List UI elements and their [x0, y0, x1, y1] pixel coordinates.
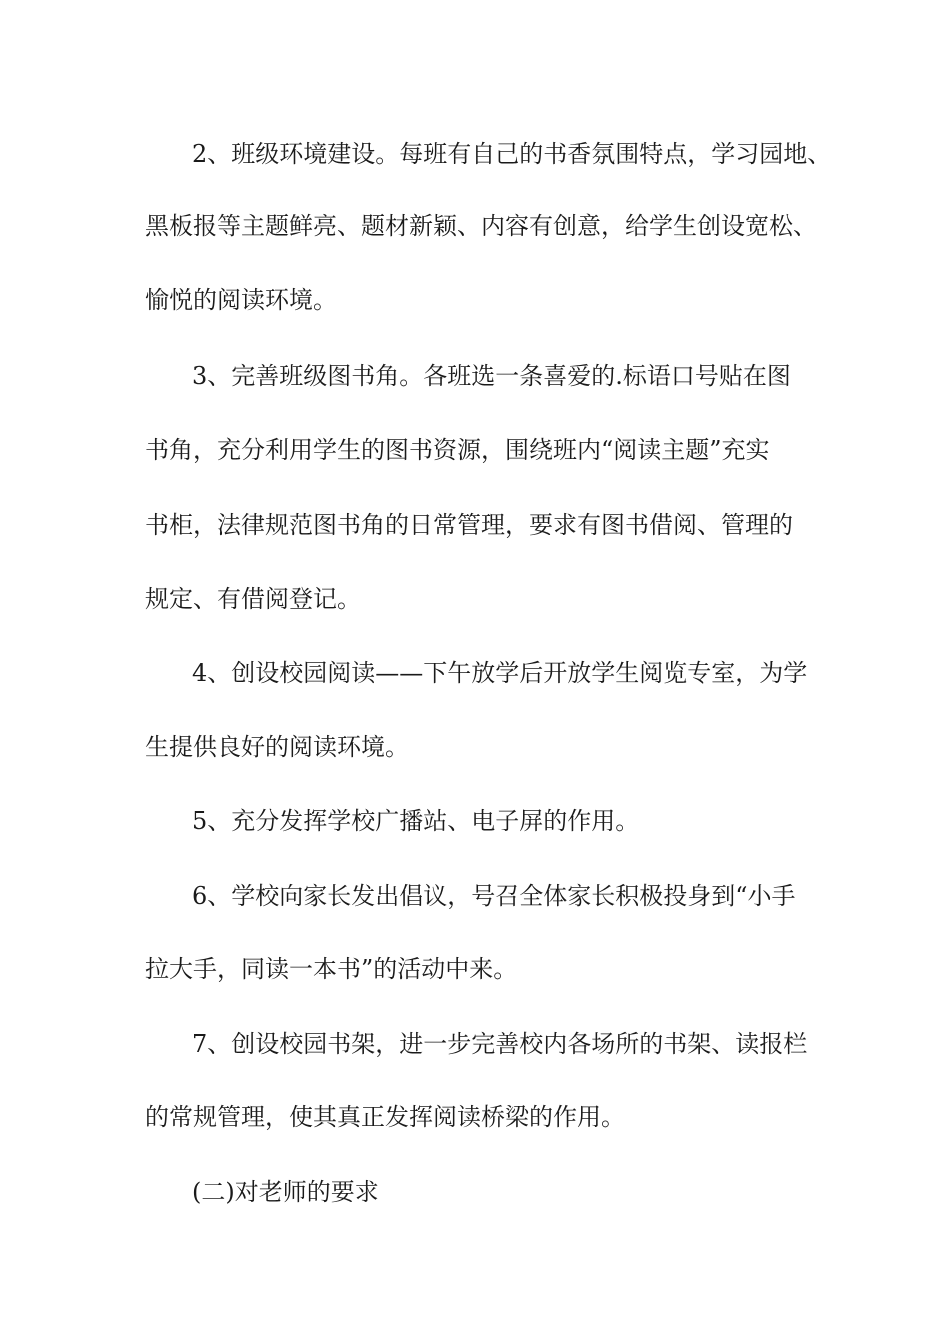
paragraph-2-line-1: 2、班级环境建设。每班有自己的书香氛围特点，学习园地、: [192, 140, 832, 168]
paragraph-5-line-1: 5、充分发挥学校广播站、电子屏的作用。: [192, 807, 640, 835]
paragraph-6-line-1: 6、学校向家长发出倡议，号召全体家长积极投身到“小手: [192, 882, 796, 910]
paragraph-3-line-2: 书角，充分利用学生的图书资源，围绕班内“阅读主题”充实: [145, 436, 770, 464]
paragraph-7-line-1: 7、创设校园书架，进一步完善校内各场所的书架、读报栏: [192, 1030, 808, 1058]
paragraph-6-line-2: 拉大手，同读一本书”的活动中来。: [145, 955, 518, 983]
paragraph-3-line-3: 书柜，法律规范图书角的日常管理，要求有图书借阅、管理的: [145, 511, 793, 539]
paragraph-3-line-1: 3、完善班级图书角。各班选一条喜爱的.标语口号贴在图: [192, 362, 791, 390]
paragraph-2-line-2: 黑板报等主题鲜亮、题材新颖、内容有创意，给学生创设宽松、: [145, 212, 817, 240]
paragraph-3-line-4: 规定、有借阅登记。: [145, 585, 361, 613]
paragraph-4-line-2: 生提供良好的阅读环境。: [145, 733, 409, 761]
section-heading-teacher-requirements: (二)对老师的要求: [192, 1178, 379, 1206]
paragraph-4-line-1: 4、创设校园阅读——下午放学后开放学生阅览专室，为学: [192, 659, 808, 687]
paragraph-7-line-2: 的常规管理，使其真正发挥阅读桥梁的作用。: [145, 1103, 625, 1131]
paragraph-2-line-3: 愉悦的阅读环境。: [145, 286, 337, 314]
